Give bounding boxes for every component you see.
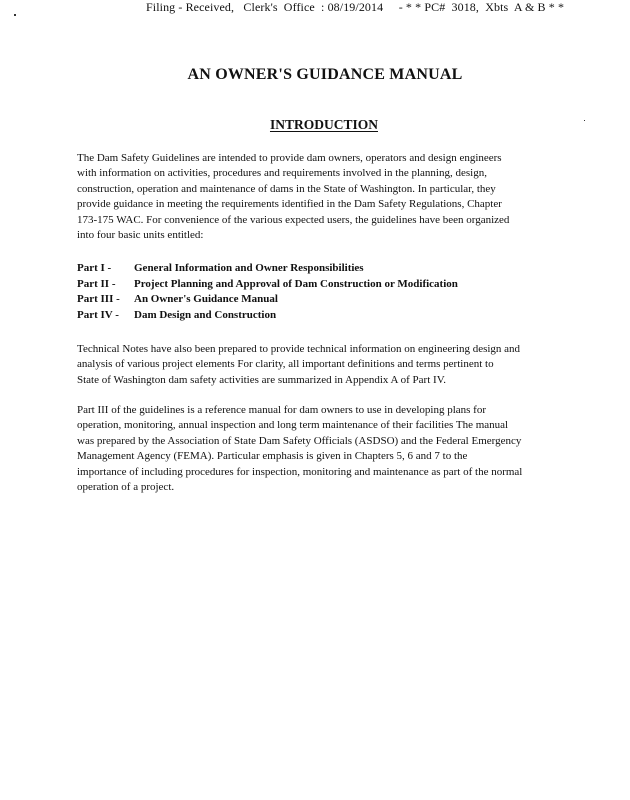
technical-notes-paragraph <box>77 342 567 388</box>
intro-line: The Dam Safety Guidelines are intended to provide dam owners, operators and design engineers <box>77 152 502 164</box>
scan-speck <box>14 14 16 16</box>
parts-list <box>77 261 597 323</box>
intro-line: provide guidance in meeting the requirements identified in the Dam Safety Regulations, Chapter <box>77 198 502 211</box>
technical-notes-line: Technical Notes have also been prepared to provide technical information on engineering design and <box>77 343 521 355</box>
part-item <box>77 277 597 293</box>
part-title: Project Planning and Approval of Dam Construction or Modification <box>134 277 458 290</box>
part-three-line: Part III of the guidelines is a reference manual for dam owners to use in developing plans for <box>77 404 487 416</box>
part-three-paragraph <box>77 403 567 495</box>
part-three-line: Management Agency (FEMA). Particular emphasis is given in Chapters 5, 6 and 7 to the <box>77 450 468 463</box>
technical-notes-line: analysis of various project elements For clarity, all important definitions and terms pertinent to <box>77 358 494 371</box>
intro-line: construction, operation and maintenance of dams in the State of Washington. In particular, they <box>77 182 496 195</box>
part-three-line: was prepared by the Association of State Dam Safety Officials (ASDSO) and the Federal Emergency <box>77 434 522 447</box>
part-title: An Owner's Guidance Manual <box>134 293 278 306</box>
part-title: Dam Design and Construction <box>134 308 277 321</box>
part-label: Part II - <box>77 277 116 290</box>
part-item <box>77 261 597 277</box>
intro-paragraph <box>77 151 567 243</box>
scan-speck <box>584 120 585 121</box>
part-label: Part IV - <box>77 308 119 321</box>
part-title: General Information and Owner Responsibilities <box>134 262 364 274</box>
intro-line: 173-175 WAC. For convenience of the various expected users, the guidelines have been organized <box>77 213 510 226</box>
part-three-line: importance of including procedures for inspection, monitoring and maintenance as part of the normal <box>77 465 523 478</box>
part-item <box>77 292 597 308</box>
part-label: Part I - <box>77 262 112 274</box>
part-three-line: operation of a project. <box>77 481 175 494</box>
part-label: Part III - <box>77 293 120 306</box>
part-three-line: operation, monitoring, annual inspection and long term maintenance of their facilities The manual <box>77 419 509 432</box>
intro-line: into four basic units entitled: <box>77 229 204 242</box>
intro-line: with information on activities, procedures and requirements involved in the planning, design, <box>77 167 487 180</box>
section-heading-introduction: INTRODUCTION <box>269 117 378 132</box>
filing-header-stamp: Filing - Received, Clerk's Office : 08/19/2014 - * * PC# 3018, Xbts A & B * * <box>146 0 565 14</box>
part-item <box>77 308 597 324</box>
technical-notes-line: State of Washington dam safety activities are summarized in Appendix A of Part IV. <box>77 373 446 386</box>
document-title: AN OWNER'S GUIDANCE MANUAL <box>187 66 463 83</box>
